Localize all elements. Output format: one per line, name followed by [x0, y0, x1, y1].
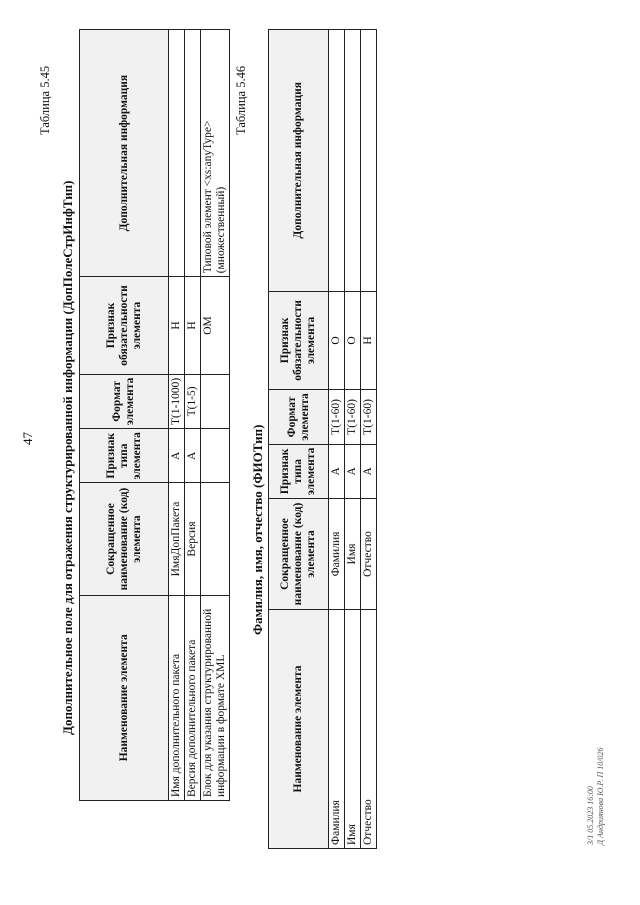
col-header: Формат элемента: [80, 374, 169, 428]
footnote-line: Д Андриянова Ю.Р. П 10/026: [596, 747, 605, 845]
cell: T(1-60): [345, 390, 361, 444]
cell: [201, 429, 230, 483]
cell: [169, 30, 185, 277]
cell: [201, 374, 230, 428]
col-header: Наименование элемента: [80, 595, 169, 800]
cell: ИмяДопПакета: [169, 483, 185, 595]
cell: Имя дополнительного пакета: [169, 595, 185, 800]
cell: [345, 30, 361, 292]
table-545-label: Таблица 5.45: [38, 65, 52, 135]
table-row: [329, 30, 345, 849]
table-546-label: Таблица 5.46: [234, 65, 248, 135]
table-545-header: [80, 30, 169, 801]
cell: Фамилия: [329, 499, 345, 610]
col-header: Признак обязательности элемента: [80, 277, 169, 374]
cell: ОМ: [201, 277, 230, 374]
col-header: Формат элемента: [269, 390, 329, 444]
cell: T(1-60): [329, 390, 345, 444]
cell: Н: [185, 277, 201, 374]
table-row: [345, 30, 361, 849]
cell: О: [329, 291, 345, 390]
cell: А: [169, 429, 185, 483]
cell: Фамилия: [329, 609, 345, 848]
cell: Блок для указания структурированной информации в формате XML: [201, 595, 230, 800]
cell: А: [185, 429, 201, 483]
cell: Н: [169, 277, 185, 374]
col-header: Признак типа элемента: [269, 444, 329, 498]
table-545: [79, 29, 230, 801]
table-546-caption: Фамилия, имя, отчество (ФИОТип): [250, 424, 265, 635]
cell: T(1-5): [185, 374, 201, 428]
table-545-caption: Дополнительное поле для отражения структурированной информации (ДопПолеСтрИнфТип): [60, 180, 75, 735]
cell: [361, 30, 377, 292]
cell: Версия дополнительного пакета: [185, 595, 201, 800]
col-header: Сокращенное наименование (код) элемента: [269, 499, 329, 610]
col-header: Сокращенное наименование (код) элемента: [80, 483, 169, 595]
cell: А: [345, 444, 361, 498]
cell: Имя: [345, 499, 361, 610]
cell: [329, 30, 345, 292]
cell: Отчество: [361, 499, 377, 610]
table-row: [201, 30, 230, 801]
table-row: [361, 30, 377, 849]
col-header: Дополнительная информация: [269, 30, 329, 292]
cell: О: [345, 291, 361, 390]
table-546: [268, 29, 377, 849]
table-row: [185, 30, 201, 801]
col-header: Признак типа элемента: [80, 429, 169, 483]
cell: Н: [361, 291, 377, 390]
page-number: 47: [20, 432, 35, 445]
cell: Отчество: [361, 609, 377, 848]
cell: Версия: [185, 483, 201, 595]
footnote: [586, 748, 606, 845]
cell: [185, 30, 201, 277]
cell: T(1-1000): [169, 374, 185, 428]
cell: T(1-60): [361, 390, 377, 444]
cell: Имя: [345, 609, 361, 848]
cell: [201, 483, 230, 595]
col-header: Наименование элемента: [269, 609, 329, 848]
col-header: Дополнительная информация: [80, 30, 169, 277]
table-row: [169, 30, 185, 801]
cell: А: [361, 444, 377, 498]
col-header: Признак обязательности элемента: [269, 291, 329, 390]
footnote-line: 3/1 05.2023 16:00: [586, 786, 595, 845]
table-546-header: [269, 30, 329, 849]
cell: Типовой элемент <xs:anyType> (множественный): [201, 30, 230, 277]
cell: А: [329, 444, 345, 498]
